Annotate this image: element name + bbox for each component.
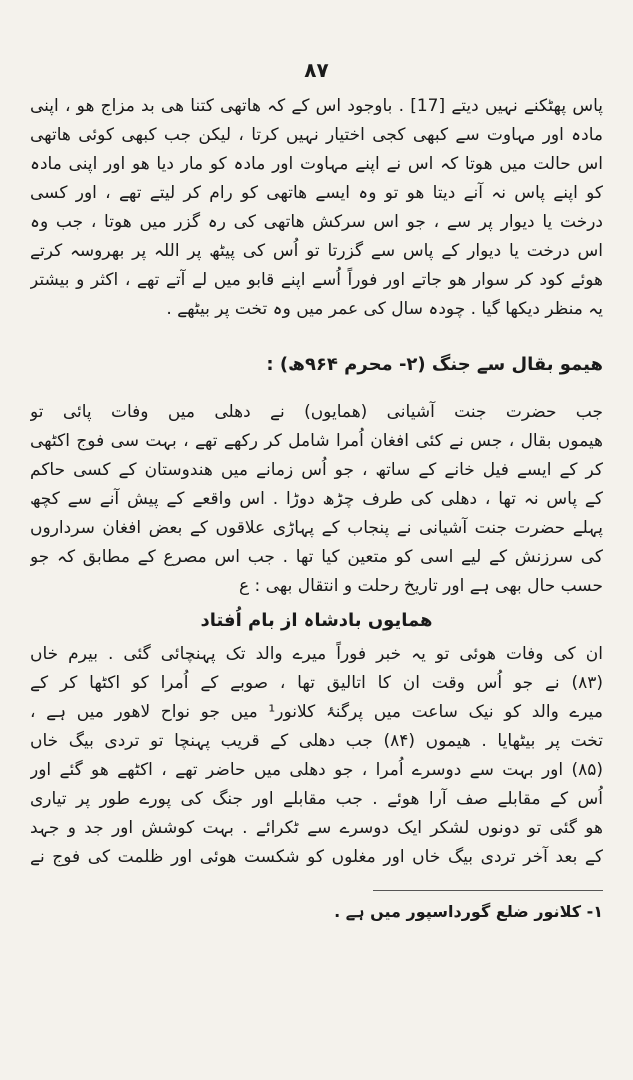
- text-line: پہلے حضرت جنت آشیانی نے پنجاب کے پہاڑی علاقوں کے بعض افغان سرداروں: [30, 518, 603, 538]
- text-line: حسب حال بھی ہے اور تاریخ رحلت و انتقال بھی : ع: [238, 576, 603, 596]
- text-line: کو اپنے پاس نہ آنے دیتا ھو تو وہ ایسے ھاتھی کو رام کر لیتے تھے ، اور کسی: [30, 183, 603, 203]
- paragraph-accession: [30, 640, 603, 872]
- text-line: ھوئے کود کر سوار ھو جاتے اور فوراً اُسے اپنے قابو میں لے آتے تھے ، اکثر و بیشتر: [30, 270, 603, 290]
- section-heading: ھیمو بقال سے جنگ (۲- محرم ۹۶۴ھ) :: [266, 354, 603, 375]
- text-line: پاس پھٹکنے نہیں دیتے [17] . باوجود اس کے کہ ھاتھی کتنا ھی بد مزاج ھو ، اپنی: [30, 96, 603, 116]
- text-line: جب حضرت جنت آشیانی (ھمایوں) نے دھلی میں وفات پائی تو: [30, 402, 603, 422]
- text-line: اس حالت میں ھوتا کہ اس نے اپنے مہاوت اور مادہ کو مار دیا ھو اور اپنی مادہ: [30, 154, 603, 174]
- text-line: ھیموں بقال ، جس نے کئی افغان اُمرا شامل کر رکھے تھے ، بہت سی فوج اکٹھی: [30, 431, 603, 451]
- footnote: ۱- کلانور ضلع گورداسپور میں ہے .: [334, 902, 603, 921]
- text-line: کر کے ایسے فیل خانے کے ساتھ ، جو اُس زمانے میں ھندوستان کے کسی حاکم: [30, 460, 603, 480]
- text-line: (۸۵) اور بہت سے دوسرے اُمرا ، جو دھلی میں حاضر تھے ، اکٹھے ھو گئے اور: [30, 760, 603, 780]
- text-line: مادہ اور مہاوت سے کبھی کجی اختیار نہیں کرتا ، لیکن جب کبھی کوئی ھاتھی: [30, 125, 603, 145]
- text-line: کی سرزنش کے لیے اسی کو متعین کیا تھا . جب اس مصرع کے مطابق کہ جو: [30, 547, 603, 567]
- text-line: ھو گئی تو دونوں لشکر ایک دوسرے سے ٹکرائے . بہت کوشش اور جد و جہد: [30, 818, 603, 838]
- text-line: میرے والد کو نیک ساعت میں پرگنۂ کلانور¹ میں جو نواح لاھور میں ہے ،: [30, 702, 603, 722]
- text-line: تخت پر بیٹھایا . ھیموں (۸۴) جب دھلی کے قریب پہنچا تو تردی بیگ خاں: [30, 731, 603, 751]
- text-line: ان کی وفات ھوئی تو یہ خبر فوراً میرے والد تک پہنچائی گئی . بیرم خاں: [30, 644, 603, 664]
- text-line: کے بعد آخر تردی بیگ خاں اور مغلوں کو شکست ھوئی اور ظلمت کی فوج نے: [30, 847, 603, 867]
- text-line: کے پاس نہ تھا ، دھلی کی طرف چڑھ دوڑا . اس واقعے کے پیش آنے سے کچھ: [30, 489, 603, 509]
- paragraph-elephants: [30, 92, 603, 324]
- page-number: ۸۷: [304, 58, 329, 82]
- text-line: اس درخت یا دیوار کے پاس سے گزرتا تو اُس کی پیٹھ پر اللہ پر بھروسہ کرتے: [30, 241, 603, 261]
- verse-line: ھمایوں بادشاہ از بام اُفتاد: [200, 610, 433, 631]
- text-line: یہ منظر دیکھا گیا . چودہ سال کی عمر میں وہ تخت پر بیٹھے .: [166, 299, 603, 319]
- text-line: اُس کے مقابلے صف آرا ھوئے . جب مقابلے اور جنگ کی پورے طور پر تیاری: [30, 789, 603, 809]
- text-line: (۸۳) نے جو اُس وقت ان کا اتالیق تھا ، صوبے کے اُمرا کو اکٹھا کر کے: [30, 673, 603, 693]
- text-line: درخت یا دیوار پر سے ، جو اس سرکش ھاتھی کی رہ گزر میں ھوتا ، جب وہ: [30, 212, 603, 232]
- paragraph-hemu: [30, 398, 603, 601]
- footnote-divider: [373, 890, 603, 891]
